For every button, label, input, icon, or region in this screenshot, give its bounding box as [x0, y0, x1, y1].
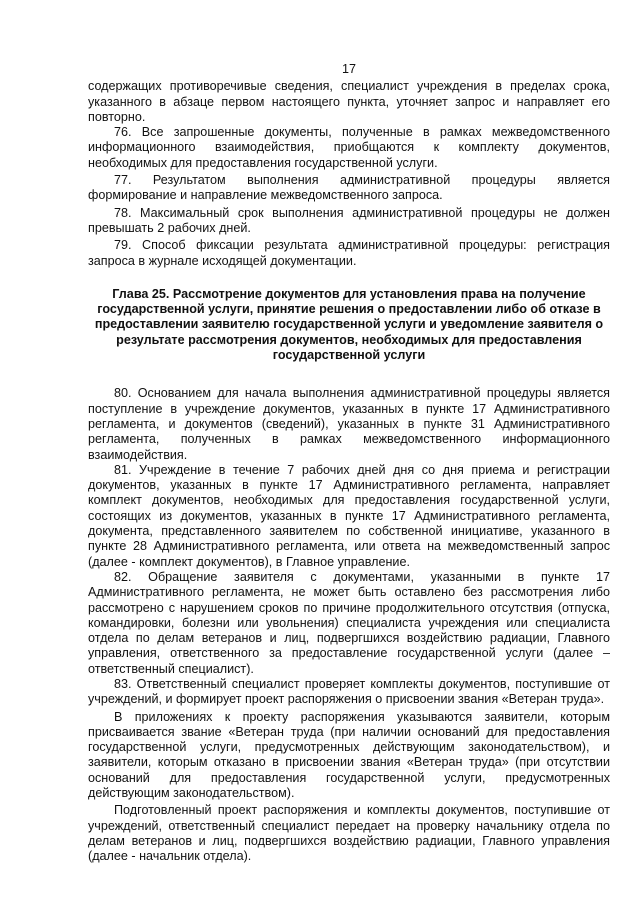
paragraph-77: 77. Результатом выполнения административной процедуры является формирование и направление межведомственного запроса.	[88, 173, 610, 203]
paragraph-82: 82. Обращение заявителя с документами, указанными в пункте 17 Административного регламента, не может быть оставлено без рассмотрения либо рассмотрено с нарушением сроков по причине продолжительного отсутствия (отпуска, командировки, болезни или увольнения) специалиста учреждения или специалиста отдела по делам ветеранов и лиц, подвергшихся воздействию радиации, Главного управления, ответственного за предоставление государственной услуги (далее – ответственный специалист).	[88, 569, 610, 676]
paragraph-continuation: содержащих противоречивые сведения, специалист учреждения в пределах срока, указанного в абзаце первом настоящего пункта, уточняет запрос и направляет его повторно.	[88, 79, 610, 124]
paragraph-80: 80. Основанием для начала выполнения административной процедуры является поступление в учреждение документов, указанных в пункте 17 Административного регламента, и документов (сведений), указанных в пункте 31 Административного регламента, полученных в рамках межведомственного информационного взаимодействия.	[88, 386, 610, 462]
paragraph-prepared-draft: Подготовленный проект распоряжения и комплекты документов, поступившие от учреждений, ответственный специалист передает на проверку начальнику отдела по делам ветеранов и лиц, подвергшихся воздействию радиации, Главного управления (далее - начальник отдела).	[88, 803, 610, 864]
page-number: 17	[341, 62, 356, 76]
paragraph-81: 81. Учреждение в течение 7 рабочих дней дня со дня приема и регистрации документов, указанных в пункте 17 Административного регламента, направляет комплект документов, необходимых для предоставления государственной услуги, состоящих из документов, указанных в пункте 17 Административного регламента, документа, представленного заявителем по собственной инициативе, указанного в пункте 28 Административного регламента, или ответа на межведомственный запрос (далее - комплект документов), в Главное управление.	[88, 462, 610, 569]
paragraph-78: 78. Максимальный срок выполнения административной процедуры не должен превышать 2 рабочих дней.	[88, 205, 610, 235]
paragraph-83: 83. Ответственный специалист проверяет комплекты документов, поступившие от учреждений, и формирует проект распоряжения о присвоении звания «Ветеран труда».	[88, 676, 610, 707]
paragraph-appendices: В приложениях к проекту распоряжения указываются заявители, которым присваивается звание «Ветеран труда (при наличии оснований для предоставления государственной услуги, предусмотренных действующим законодательством), и заявители, которым отказано в присвоении звания «Ветеран труда» (при отсутствии оснований для предоставления государственной услуги, предусмотренных действующим законодательством).	[88, 709, 610, 801]
chapter-heading: Глава 25. Рассмотрение документов для установления права на получение государственной услуги, принятие решения о предоставлении либо об отказе в предоставлении заявителю государственной услуги и уведомление заявителя о результате рассмотрения документов, необходимых для предоставления государственной услуги	[94, 286, 604, 363]
paragraph-76: 76. Все запрошенные документы, полученные в рамках межведомственного информационного взаимодействия, приобщаются к комплекту документов, необходимых для предоставления государственной услуги.	[88, 125, 610, 170]
paragraph-79: 79. Способ фиксации результата административной процедуры: регистрация запроса в журнале исходящей документации.	[88, 238, 610, 268]
document-page	[88, 62, 610, 865]
